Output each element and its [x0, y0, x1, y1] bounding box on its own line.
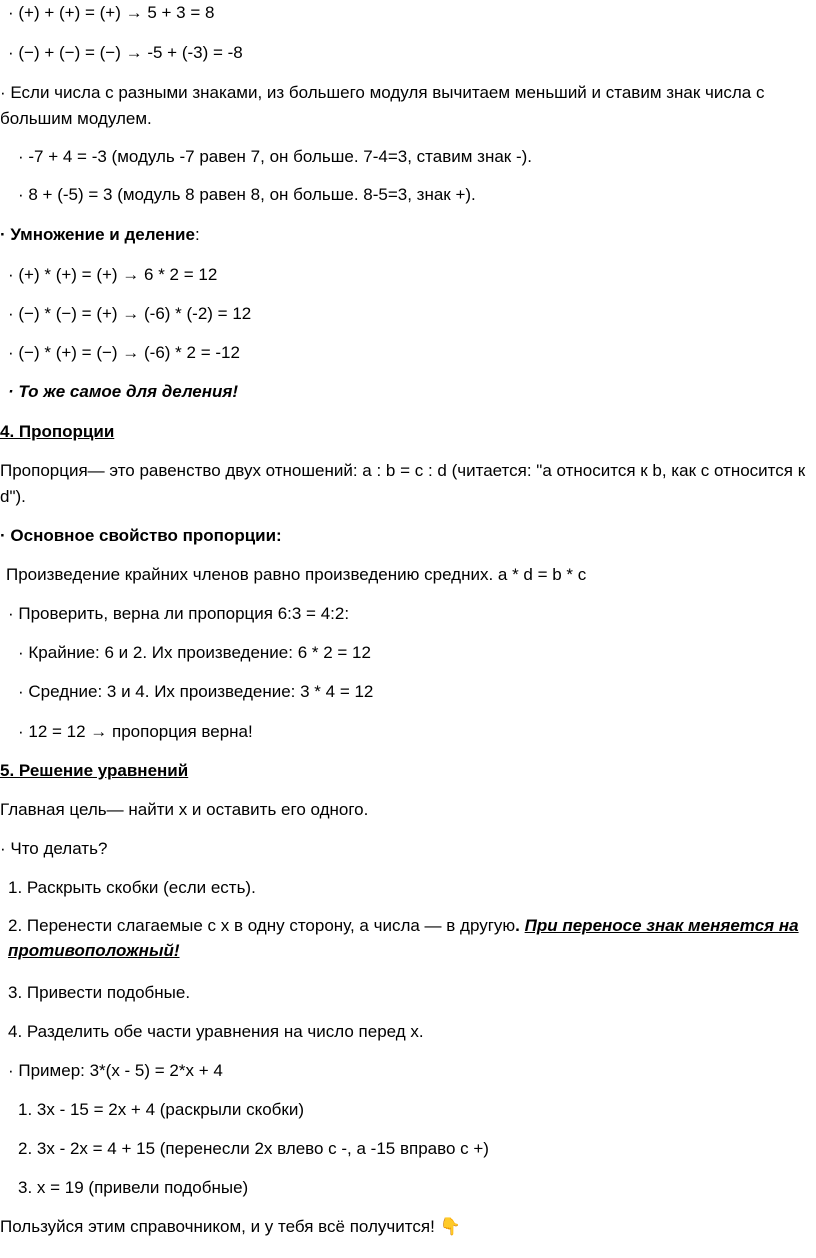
multiplication-heading-text: Умножение и деление: [10, 225, 195, 244]
sign-rule-minus-minus: · (−) + (−) = (−) → -5 + (-3) = -8: [8, 43, 243, 62]
mult-rule-minus-minus: · (−) * (−) = (+) → (-6) * (-2) = 12: [8, 304, 252, 323]
mult-rule-plus-plus: · (+) * (+) = (+) → 6 * 2 = 12: [8, 265, 218, 284]
step-3-combine: 3. Привести подобные.: [8, 983, 191, 1002]
step-2-period: .: [515, 916, 525, 935]
bullet: ·: [0, 225, 11, 244]
step-2-text: 2. Перенести слагаемые с x в одну сторону, а числа — в другую: [8, 916, 516, 935]
section-heading-proportions: 4. Пропорции: [0, 422, 115, 441]
mult-rule-minus-plus: · (−) * (+) = (−) → (-6) * 2 = -12: [8, 343, 240, 362]
proportion-definition: Пропорция— это равенство двух отношений: a : b = c : d (читается: "a относится к b, как c относится к d").: [0, 461, 806, 506]
bullet: ·: [0, 526, 11, 545]
colon: :: [194, 225, 200, 244]
example-step-2: 2. 3x - 2x = 4 + 15 (перенесли 2x влево с -, а -15 вправо с +): [18, 1139, 489, 1158]
proportion-property-text: Основное свойство пропорции:: [10, 526, 282, 545]
proportion-property-statement: Произведение крайних членов равно произведению средних. a * d = b * c: [6, 565, 587, 584]
example-step-1: 1. 3x - 15 = 2x + 4 (раскрыли скобки): [18, 1100, 304, 1119]
example-step-3: 3. x = 19 (привели подобные): [18, 1178, 249, 1197]
example-minus7-plus4: · -7 + 4 = -3 (модуль -7 равен 7, он больше. 7-4=3, ставим знак -).: [18, 147, 533, 166]
multiplication-division-heading: [0, 224, 200, 246]
closing-message: Пользуйся этим справочником, и у тебя всё получится! 👇: [0, 1217, 461, 1236]
extremes-product: · Крайние: 6 и 2. Их произведение: 6 * 2 = 12: [18, 643, 371, 662]
example-equation: · Пример: 3*(x - 5) = 2*x + 4: [8, 1061, 223, 1080]
equations-main-goal: Главная цель— найти x и оставить его одного.: [0, 800, 369, 819]
sign-change-warning: При переносе знак меняется на противоположный!: [8, 916, 799, 960]
different-signs-rule: · Если числа с разными знаками, из большего модуля вычитаем меньший и ставим знак числа с большим модулем.: [0, 83, 765, 128]
proportion-check-task: · Проверить, верна ли пропорция 6:3 = 4:2:: [8, 604, 350, 623]
means-product: · Средние: 3 и 4. Их произведение: 3 * 4 = 12: [18, 682, 374, 701]
step-4-divide: 4. Разделить обе части уравнения на число перед x.: [8, 1022, 424, 1041]
example-8-plus-minus5: · 8 + (-5) = 3 (модуль 8 равен 8, он больше. 8-5=3, знак +).: [18, 185, 476, 204]
proportion-verified: · 12 = 12 → пропорция верна!: [18, 722, 253, 741]
sign-rule-plus-plus: · (+) + (+) = (+) → 5 + 3 = 8: [8, 3, 215, 22]
step-1-open-brackets: 1. Раскрыть скобки (если есть).: [8, 878, 256, 897]
section-heading-equations: 5. Решение уравнений: [0, 761, 189, 780]
same-for-division-note: · То же самое для деления!: [8, 382, 239, 401]
what-to-do: · Что делать?: [0, 839, 108, 858]
step-2-move-terms: [0, 913, 812, 963]
proportion-property-heading: [0, 525, 282, 547]
